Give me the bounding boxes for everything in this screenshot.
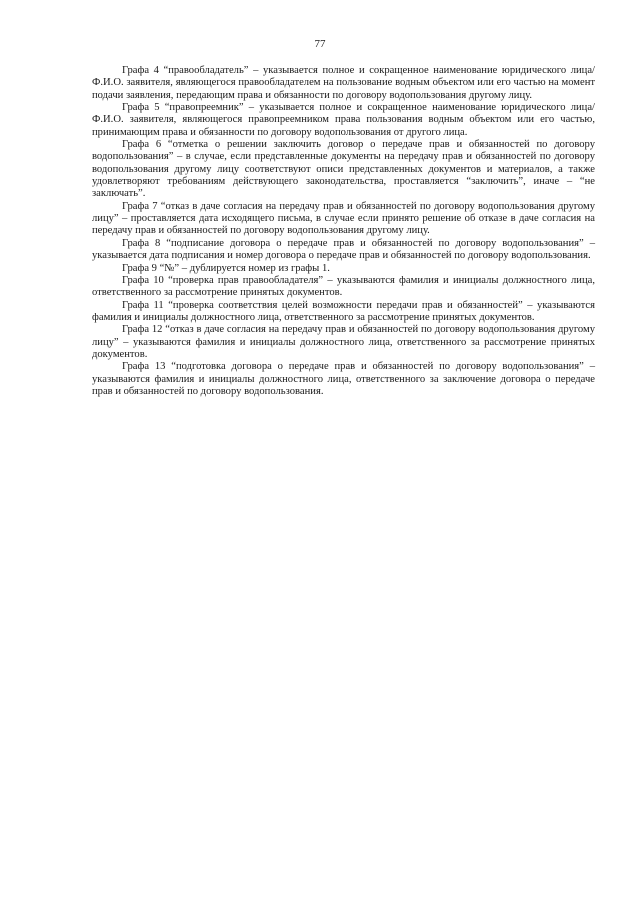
paragraph-grafa-11: Графа 11 “проверка соответствия целей возможности передачи прав и обязанностей” – указываются фамилия и инициалы должностного лица, ответственного за рассмотрение принятых документов. <box>92 299 595 323</box>
paragraph-grafa-9: Графа 9 “№” – дублируется номер из графы 1. <box>122 262 330 274</box>
paragraph-grafa-6: Графа 6 “отметка о решении заключить договор о передаче прав и обязанностей по договору водопользования” – в случае, если представленные документы на передачу прав и обязанностей по договору водопользования другому лицу соответствуют описи представленных документов и материалов, а также удовлетворяют требованиям действующего законодательства, проставляется “заключить”, иначе – “не заключать”. <box>92 139 595 200</box>
paragraph-grafa-5: Графа 5 “правопреемник” – указывается полное и сокращенное наименование юридического лица/Ф.И.О. заявителя, являющегося правопреемником права пользования водным объектом или его частью, принимающим права и обязанности по договору водопользования от другого лица. <box>92 102 595 138</box>
paragraph-grafa-4: Графа 4 “правообладатель” – указывается полное и сокращенное наименование юридического лица/Ф.И.О. заявителя, являющегося правообладателем на пользование водным объектом или его частью на момент подачи заявления, передающим права и обязанности по договору водопользования другому лицу. <box>92 65 595 101</box>
page-number: 77 <box>314 38 326 50</box>
document-body <box>92 65 595 398</box>
paragraph-grafa-10: Графа 10 “проверка прав правообладателя” – указываются фамилия и инициалы должностного лица, ответственного за рассмотрение принятых документов. <box>92 274 595 299</box>
paragraph-grafa-8: Графа 8 “подписание договора о передаче прав и обязанностей по договору водопользования” – указывается дата подписания и номер договора о передаче прав и обязанностей по договору водопользования. <box>92 237 595 262</box>
paragraph-grafa-12: Графа 12 “отказ в даче согласия на передачу прав и обязанностей по договору водопользования другому лицу” – указываются фамилия и инициалы должностного лица, ответственного за рассмотрение принятых документов. <box>92 324 595 360</box>
paragraph-grafa-7: Графа 7 “отказ в даче согласия на передачу прав и обязанностей по договору водопользования другому лицу” – проставляется дата исходящего письма, в случае если принято решение об отказе в даче согласия на передачу прав и обязанностей по договору водопользования другому лицу. <box>92 200 595 237</box>
paragraph-grafa-13: Графа 13 “подготовка договора о передаче прав и обязанностей по договору водопользования” – указываются фамилия и инициалы должностного лица, ответственного за заключение договора о передаче прав и обязанностей по договору водопользования. <box>92 361 595 397</box>
